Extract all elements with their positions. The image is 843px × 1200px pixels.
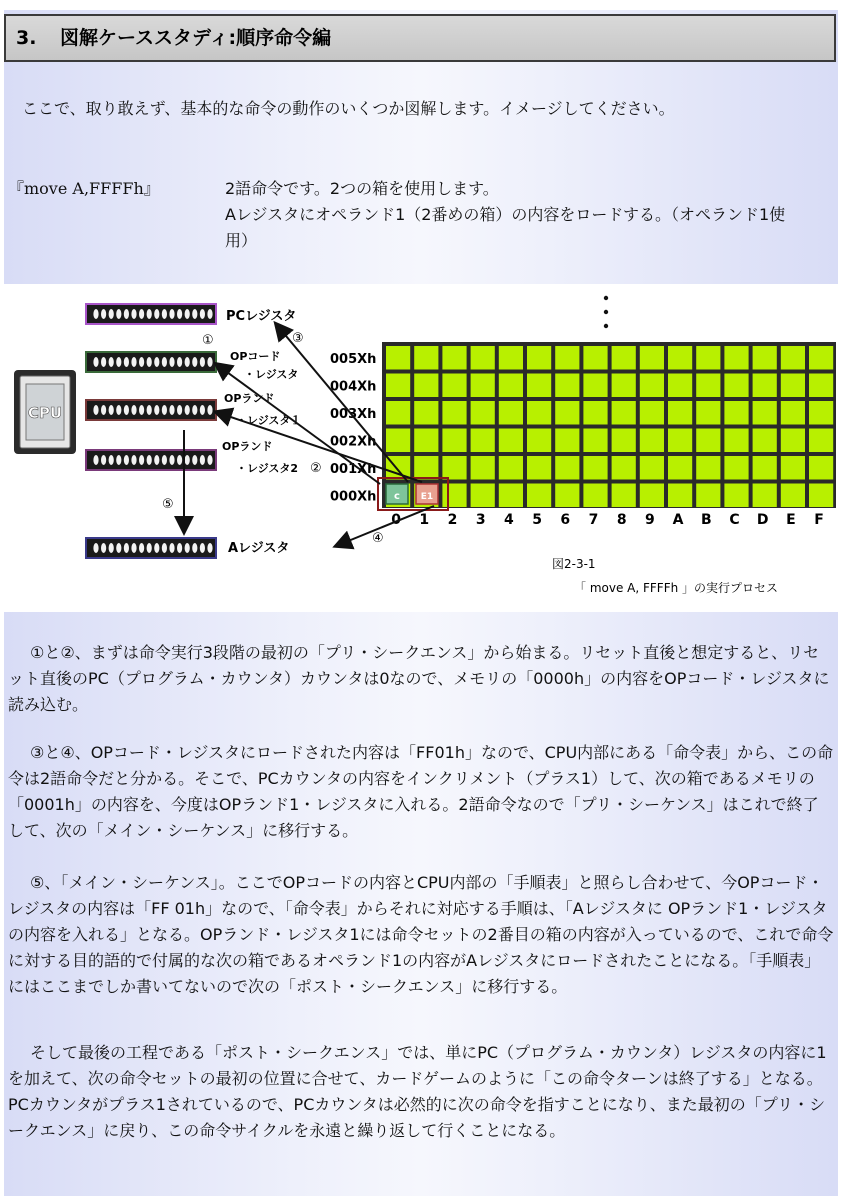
memory-cell [724, 374, 748, 398]
register-bit [200, 455, 205, 465]
memory-cell [781, 484, 805, 508]
memory-cell [640, 346, 664, 370]
memory-cell [414, 346, 438, 370]
memory-cell [527, 401, 551, 425]
cell0-label: c [394, 491, 400, 502]
register-bit [116, 455, 121, 465]
operand1-register-label-1: OPランド [224, 392, 275, 405]
memory-cell [555, 401, 579, 425]
register-bit [147, 455, 152, 465]
register-bit [93, 357, 98, 367]
memory-cell [612, 346, 636, 370]
register-bit [162, 309, 167, 319]
register-bit [147, 309, 152, 319]
command-desc-line1: 2語命令です。2つの箱を使用します。 [225, 179, 499, 198]
register-bit [177, 405, 182, 415]
memory-cell [442, 401, 466, 425]
memory-cell [696, 401, 720, 425]
memory-column-label: 2 [447, 512, 458, 528]
register-bit [109, 405, 114, 415]
register-bit [124, 543, 129, 553]
memory-cell [555, 456, 579, 480]
register-bit [154, 357, 159, 367]
register-bit [154, 405, 159, 415]
paragraph-4: そして最後の工程である「ポスト・シークエンス」では、単にPC（プログラム・カウンタ）レジスタの内容に1を加えて、次の命令セットの最初の位置に合せて、カードゲームのように「この命令ターンは終了する」となる。PCカウンタがプラス1されているので、PCカウンタは必然的に次の命令を指すことになり、また最初の「プリ・シークエンス」に戻り、この命令サイクルを永遠と繰り返して行くことになる。 [8, 1043, 827, 1140]
memory-cell [696, 374, 720, 398]
figure-diagram [4, 284, 839, 612]
memory-cell [499, 374, 523, 398]
memory-cell [555, 484, 579, 508]
memory-cell [442, 484, 466, 508]
memory-column-labels [391, 512, 824, 528]
register-bit [169, 405, 174, 415]
memory-cell [753, 374, 777, 398]
register-bit [200, 405, 205, 415]
register-bit [116, 543, 121, 553]
memory-cell [555, 429, 579, 453]
memory-cell [668, 429, 692, 453]
register-bit [139, 357, 144, 367]
memory-cell [781, 429, 805, 453]
register-bit [147, 357, 152, 367]
operand1-register [86, 400, 216, 420]
operand1-register-label-2: ・レジスタ１ [236, 414, 302, 427]
memory-row-label: 003Xh [330, 407, 377, 422]
register-bit [147, 543, 152, 553]
section-title: 図解ケーススタディ:順序命令編 [60, 27, 332, 49]
register-bit [116, 405, 121, 415]
register-bit [109, 309, 114, 319]
memory-cell [442, 456, 466, 480]
register-bit [177, 543, 182, 553]
command-name: 『move A,FFFFh』 [8, 179, 160, 198]
register-bit [93, 405, 98, 415]
memory-column-label: 9 [645, 512, 655, 528]
memory-cell [753, 456, 777, 480]
op-code-register-label-2: ・レジスタ [244, 368, 299, 381]
operand2-register [86, 450, 216, 470]
cpu-chip-icon [14, 370, 76, 454]
cell1-label: E1 [420, 492, 434, 502]
register-bit [139, 543, 144, 553]
register-bit [169, 455, 174, 465]
memory-cell [753, 484, 777, 508]
register-bit [162, 455, 167, 465]
memory-cell [668, 374, 692, 398]
section-heading [4, 14, 836, 62]
register-bit [109, 357, 114, 367]
memory-cell [583, 456, 607, 480]
memory-cell [499, 346, 523, 370]
memory-row-label: 000Xh [330, 489, 377, 505]
command-description [225, 176, 831, 254]
register-bit [162, 357, 167, 367]
register-bit [101, 543, 106, 553]
memory-cell [696, 346, 720, 370]
memory-column-label: 4 [504, 512, 514, 528]
register-bit [116, 357, 121, 367]
register-bit [131, 405, 136, 415]
memory-cell [442, 346, 466, 370]
register-bit [192, 455, 197, 465]
memory-cell [499, 456, 523, 480]
memory-cell [612, 429, 636, 453]
register-bit [200, 309, 205, 319]
register-bit [162, 405, 167, 415]
memory-cell [781, 456, 805, 480]
memory-column-label: D [756, 512, 769, 528]
memory-column-label: 0 [391, 512, 401, 528]
memory-cell [471, 374, 495, 398]
register-bit [93, 309, 98, 319]
memory-cell [612, 456, 636, 480]
memory-column-label: 8 [616, 512, 627, 528]
memory-row-label: 001Xh [330, 462, 377, 477]
memory-cell [696, 484, 720, 508]
memory-cell [753, 346, 777, 370]
memory-cell [471, 429, 495, 453]
step-marker-1: ① [202, 333, 214, 348]
memory-cell [696, 429, 720, 453]
register-bit [177, 455, 182, 465]
memory-cell [471, 401, 495, 425]
memory-cell [668, 401, 692, 425]
memory-cell [386, 401, 410, 425]
step-marker-5: ⑤ [162, 497, 174, 512]
register-bit [192, 543, 197, 553]
register-bit [116, 309, 121, 319]
memory-cell [753, 401, 777, 425]
register-bit [131, 309, 136, 319]
op-code-register-label-1: OPコード [230, 350, 281, 363]
register-bit [207, 405, 212, 415]
memory-cell [640, 401, 664, 425]
register-bit [185, 309, 190, 319]
memory-cell [499, 484, 523, 508]
command-desc-line2: Aレジスタにオペランド1（2番めの箱）の内容をロードする。（オペランド1使 [225, 205, 786, 224]
paragraph-1: ①と②、まずは命令実行3段階の最初の「プリ・シークエンス」から始まる。リセット直後と想定すると、リセット直後のPC（プログラム・カウンタ）カウンタは0なので、メモリの「0000h」の内容をOPコード・レジスタに読み込む。 [8, 643, 830, 714]
op-code-register [86, 352, 216, 372]
register-bit [207, 543, 212, 553]
register-bit [200, 543, 205, 553]
memory-cell [583, 374, 607, 398]
memory-cell [527, 484, 551, 508]
memory-cell [809, 346, 833, 370]
memory-cell [471, 346, 495, 370]
memory-cell [809, 374, 833, 398]
memory-column-label: C [729, 512, 740, 528]
memory-row-label: 004Xh [330, 379, 377, 395]
memory-cell [781, 346, 805, 370]
memory-cell [527, 456, 551, 480]
register-bit [207, 309, 212, 319]
memory-column-label: 5 [532, 512, 542, 528]
memory-column-label: E [786, 512, 796, 528]
register-bit [154, 309, 159, 319]
memory-cell [724, 346, 748, 370]
memory-row-label: 002Xh [330, 434, 377, 450]
register-bit [207, 357, 212, 367]
memory-cell [414, 401, 438, 425]
section-number: 3. [16, 27, 37, 49]
memory-cell [640, 456, 664, 480]
a-register [86, 538, 216, 558]
memory-cell [583, 484, 607, 508]
register-bit [185, 455, 190, 465]
register-bit [93, 455, 98, 465]
diagram-svg [4, 284, 839, 612]
cpu-label: CPU [27, 404, 63, 422]
memory-cell [612, 484, 636, 508]
register-bit [147, 405, 152, 415]
register-bit [169, 309, 174, 319]
register-bit [124, 309, 129, 319]
memory-cell [442, 374, 466, 398]
register-bit [124, 357, 129, 367]
register-bit [169, 357, 174, 367]
register-bit [192, 405, 197, 415]
memory-row-labels [330, 352, 376, 505]
register-bit [124, 405, 129, 415]
register-bit [169, 543, 174, 553]
step-marker-4: ④ [372, 531, 384, 546]
memory-cell [555, 346, 579, 370]
memory-cell [527, 346, 551, 370]
register-bit [154, 455, 159, 465]
memory-cell [612, 401, 636, 425]
operand2-register-label-2: ・レジスタ2 [236, 462, 299, 475]
register-bit [185, 543, 190, 553]
memory-cell [527, 374, 551, 398]
register-bit [192, 309, 197, 319]
memory-cell [583, 401, 607, 425]
register-bit [185, 357, 190, 367]
memory-cell [414, 429, 438, 453]
memory-cell [442, 429, 466, 453]
memory-column-label: A [672, 512, 684, 528]
memory-cell [583, 346, 607, 370]
memory-cell [414, 456, 438, 480]
memory-cell [753, 429, 777, 453]
register-bit [207, 455, 212, 465]
register-bit [101, 405, 106, 415]
memory-cell [612, 374, 636, 398]
register-bit [109, 543, 114, 553]
memory-cell [781, 401, 805, 425]
register-bit [101, 309, 106, 319]
memory-cell [499, 429, 523, 453]
memory-cell [668, 484, 692, 508]
register-bit [101, 455, 106, 465]
memory-cell [696, 456, 720, 480]
memory-row-label: 005Xh [330, 352, 377, 367]
register-bit [177, 357, 182, 367]
operand2-register-label-1: OPランド [222, 440, 273, 453]
register-bit [131, 543, 136, 553]
step-marker-2: ② [310, 461, 322, 476]
command-desc-line3: 用） [225, 231, 258, 250]
register-bit [109, 455, 114, 465]
register-bit [139, 455, 144, 465]
register-bit [185, 405, 190, 415]
memory-cell [724, 484, 748, 508]
memory-column-label: 1 [419, 512, 430, 528]
memory-cell [668, 456, 692, 480]
memory-cell [809, 456, 833, 480]
continuation-dots [604, 296, 608, 328]
memory-cell [809, 401, 833, 425]
register-bit [131, 357, 136, 367]
step-marker-3: ③ [292, 331, 304, 346]
memory-grid [382, 342, 836, 508]
register-bit [200, 357, 205, 367]
memory-cell [668, 346, 692, 370]
memory-cell [555, 374, 579, 398]
memory-cell [414, 374, 438, 398]
memory-cell [724, 429, 748, 453]
memory-cell [640, 484, 664, 508]
memory-cell [471, 484, 495, 508]
register-bit [192, 357, 197, 367]
figure-caption-title: 「 move A, FFFFh 」の実行プロセス [574, 581, 779, 595]
memory-cell [640, 429, 664, 453]
memory-cell [724, 456, 748, 480]
register-bit [93, 543, 98, 553]
memory-cell [640, 374, 664, 398]
intro-text: ここで、取り敢えず、基本的な命令の動作のいくつか図解します。イメージしてください。 [22, 99, 675, 118]
register-bit [139, 405, 144, 415]
register-bit [177, 309, 182, 319]
paragraph-3: ⑤、「メイン・シーケンス」。ここでOPコードの内容とCPU内部の「手順表」と照らし合わせて、今OPコード・レジスタの内容は「FF 01h」なので、「命令表」からそれに対応する手順は、「Aレジスタに OPランド1・レジスタの内容を入れる」となる。OPランド・レジスタ1には命令セットの2番目の箱の内容が入っているので、これで命令に対する目的語的で付属的な次の箱であるオペランド1の内容がAレジスタにロードされたことになる。「手順表」にはここまでしか書いてないので次の「ポスト・シークエンス」に移行する。 [8, 873, 834, 996]
memory-cell [809, 429, 833, 453]
memory-cell [471, 456, 495, 480]
memory-column-label: F [814, 512, 824, 528]
memory-cell [386, 374, 410, 398]
memory-cell [724, 401, 748, 425]
register-bit [131, 455, 136, 465]
memory-cell [386, 346, 410, 370]
a-register-label: Aレジスタ [228, 541, 290, 556]
memory-cell [386, 429, 410, 453]
register-bit [162, 543, 167, 553]
paragraph-2: ③と④、OPコード・レジスタにロードされた内容は「FF01h」なので、CPU内部にある「命令表」から、この命令は2語命令だと分かる。そこで、PCカウンタの内容をインクリメント（プラス1）して、次の箱であるメモリの「0001h」の内容を、今度はOPランド1・レジスタに入れる。2語命令なので「プリ・シーケンス」はこれで終了して、次の「メイン・シーケンス」に移行する。 [8, 743, 834, 840]
memory-cell [527, 429, 551, 453]
memory-cell [499, 401, 523, 425]
register-bit [101, 357, 106, 367]
register-bit [139, 309, 144, 319]
memory-cell [809, 484, 833, 508]
figure-caption-number: 図2-3-1 [552, 557, 596, 571]
register-bit [154, 543, 159, 553]
memory-cell [781, 374, 805, 398]
memory-cell [583, 429, 607, 453]
memory-column-label: 7 [588, 512, 599, 528]
memory-column-label: B [700, 512, 712, 528]
memory-column-label: 3 [475, 512, 486, 528]
register-bit [124, 455, 129, 465]
pc-register-label: PCレジスタ [226, 309, 297, 324]
memory-column-label: 6 [560, 512, 571, 528]
pc-register [86, 304, 216, 324]
